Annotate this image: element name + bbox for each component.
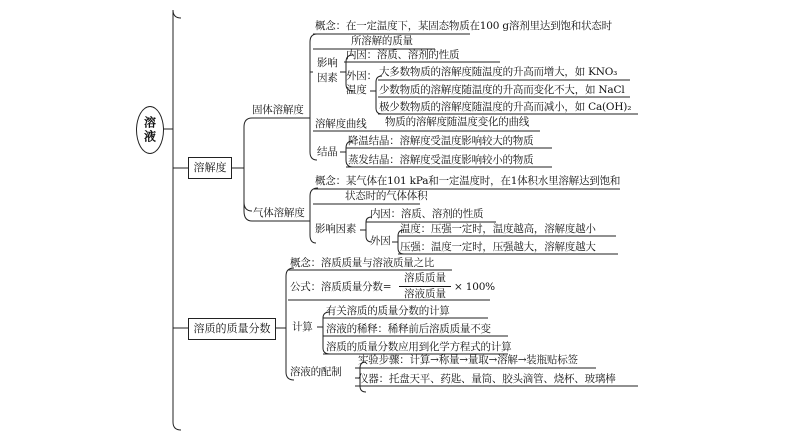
solid-factors-label-2: 因素 bbox=[317, 72, 338, 84]
solid-concept-line1: 概念：在一定温度下，某固态物质在100 g溶剂里达到饱和状态时 bbox=[315, 20, 612, 32]
gas-internal: 内因：溶质、溶剂的性质 bbox=[370, 208, 484, 220]
mass-fraction-node: 溶质的质量分数 bbox=[188, 318, 276, 340]
gas-solubility-label: 气体溶解度 bbox=[253, 207, 305, 219]
formula-suffix: × 100% bbox=[454, 281, 495, 293]
formula-denominator: 溶液质量 bbox=[404, 288, 446, 300]
crystal-item-1: 降温结晶：溶解度受温度影响较大的物质 bbox=[348, 135, 534, 147]
calc-label: 计算 bbox=[292, 321, 313, 333]
prep-steps: 实验步骤：计算→称量→量取→溶解→装瓶贴标签 bbox=[358, 354, 578, 366]
root-node: 溶液 bbox=[136, 106, 164, 154]
prep-label: 溶液的配制 bbox=[290, 366, 342, 378]
gas-concept-line1: 概念：某气体在101 kPa和一定温度时，在1体积水里溶解达到饱和 bbox=[315, 175, 621, 187]
solubility-bracket bbox=[230, 118, 252, 211]
formula-prefix: 公式：溶质质量分数= bbox=[290, 281, 392, 293]
gas-temp-item: 温度：压强一定时，温度越高，溶解度越小 bbox=[400, 223, 596, 235]
solid-factors-label-1: 影响 bbox=[317, 57, 338, 69]
crystal-item-2: 蒸发结晶：溶解度受温度影响较小的物质 bbox=[348, 154, 534, 166]
gas-external-label: 外因 bbox=[370, 235, 391, 247]
prep-instruments: 仪器：托盘天平、药匙、量筒、胶头滴管、烧杯、玻璃棒 bbox=[358, 373, 616, 385]
mass-concept: 概念：溶质质量与溶液质量之比 bbox=[290, 257, 435, 269]
formula-fraction-bar bbox=[399, 286, 451, 287]
temp-item-1: 大多数物质的溶解度随温度的升高而增大，如 KNO₃ bbox=[379, 66, 618, 78]
crystal-label: 结晶 bbox=[317, 146, 338, 158]
curve-label: 溶解度曲线 bbox=[315, 118, 367, 130]
solid-concept-line2: 所溶解的质量 bbox=[351, 35, 413, 47]
gas-factors-label: 影响因素 bbox=[315, 223, 357, 235]
solid-external-label-1: 外因： bbox=[346, 70, 377, 82]
solid-internal: 内因：溶质、溶剂的性质 bbox=[346, 49, 460, 61]
solubility-node: 溶解度 bbox=[188, 157, 232, 179]
calc-item-1: 有关溶质的质量分数的计算 bbox=[326, 305, 450, 317]
temp-item-2: 少数物质的溶解度随温度的升高而变化不大，如 NaCl bbox=[379, 84, 625, 96]
calc-item-2: 溶液的稀释：稀释前后溶质质量不变 bbox=[326, 323, 491, 335]
solid-bracket bbox=[306, 34, 317, 160]
curve-desc: 物质的溶解度随温度变化的曲线 bbox=[385, 116, 530, 128]
formula-numerator: 溶质质量 bbox=[404, 272, 446, 284]
gas-bracket bbox=[244, 202, 252, 221]
solid-solubility-label: 固体溶解度 bbox=[252, 104, 304, 116]
gas-concept-line2: 状态时的气体体积 bbox=[345, 190, 428, 202]
gas-pressure-item: 压强：温度一定时，压强越大，溶解度越大 bbox=[400, 241, 596, 253]
calc-item-3: 溶质的质量分数应用到化学方程式的计算 bbox=[326, 341, 512, 353]
root-trunk bbox=[173, 10, 181, 430]
solid-external-label-2: 温度 bbox=[346, 84, 367, 96]
temp-item-3: 极少数物质的溶解度随温度的升高而减小，如 Ca(OH)₂ bbox=[379, 101, 632, 113]
